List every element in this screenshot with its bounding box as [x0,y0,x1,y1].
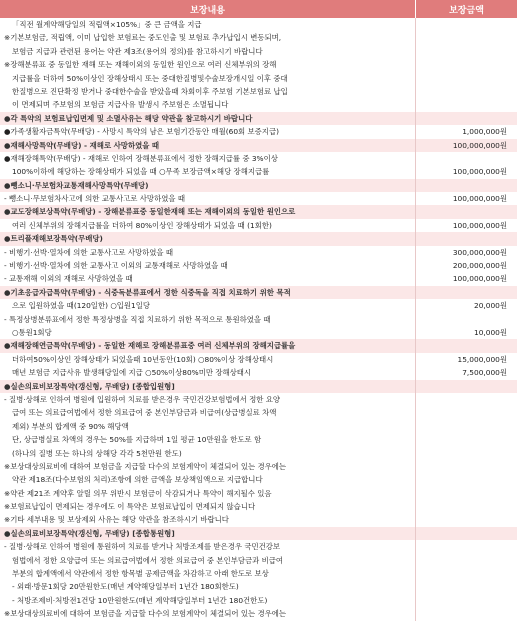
table-body [0,18,517,621]
table-row [0,45,517,58]
coverage-amount: 10,000원 [474,327,507,337]
table-row [0,527,517,540]
coverage-text: (하나의 질병 또는 하나의 상해당 각각 5천만원 한도) [0,447,416,460]
coverage-text: - 뺑소니·무보험차사고에 의한 교통사고로 사망하였을 때 [0,192,416,205]
table-row [0,58,517,71]
coverage-amount: 100,000,000원 [452,140,507,150]
coverage-amount [416,45,517,58]
table-row [0,272,517,285]
coverage-text: ●기초응급자급특약(무배당) - 식중독분류표에서 정한 식중독을 직접 치료하기 위한 목적 [0,286,416,299]
coverage-amount [416,527,517,540]
coverage-amount: 20,000원 [474,301,507,311]
table-row [0,299,517,312]
coverage-amount [416,500,517,513]
coverage-amount [416,179,517,192]
table-row [0,594,517,607]
coverage-text: ●재해장해특약(무배당) - 재해로 인하여 장해분류표에서 정한 장해지급률 중 3%이상 [0,152,416,165]
coverage-amount [416,58,517,71]
coverage-text: 여러 신체부위의 장해지급률을 더하여 80%이상인 장해상태가 되었을 때 (1회한) [0,219,416,232]
coverage-text: 부분의 합계액에서 약관에서 정한 항목별 공제금액을 차감하고 아래 한도로 보상 [0,567,416,580]
table-row [0,420,517,433]
coverage-text: ※기본보험금, 적립액, 이미 납입한 보험료는 중도인출 및 보험료 추가납입시 변동되며, [0,31,416,44]
coverage-amount [416,380,517,393]
coverage-amount [416,433,517,446]
coverage-text: ●실손의료비보장특약(갱신형, 무배당) [종합통원형] [0,527,416,540]
coverage-text: 한질병으로 진단확정 받거나 중대한수술을 받았을때 차회이후 주보험 기본보험료 납입 [0,85,416,98]
table-row [0,313,517,326]
table-row [0,406,517,419]
coverage-text: 100%이하에 해당하는 장해상태가 되었을 때 ○무족 보장금액×해당 장해지급률 [0,165,416,178]
coverage-text: ●각 특약의 보험료납입면제 및 소멸사유는 해당 약관을 참고하시기 바랍니다 [0,112,416,125]
coverage-text: - 처방조제비·처방전1건당 10만원한도(매년 계약해당일부터 1년간 180건한도) [0,594,416,607]
table-row [0,125,517,138]
coverage-amount [416,313,517,326]
coverage-text: ※장해분류표 중 동일한 재해 또는 재해이외의 동일한 원인으로 여러 신체부위의 장해 [0,58,416,71]
table-row [0,339,517,352]
coverage-text: 더하여50%이상인 장해상태가 되었을때 10년동안(10회) ○80%이상 장해상태시 [0,353,416,366]
table-row [0,580,517,593]
coverage-text: - 질병·상해로 인하여 병원에 입원하여 치료를 받은경우 국민건강보험법에서 정한 요양 [0,393,416,406]
table-row [0,380,517,393]
coverage-text: - 질병·상해로 인하여 병원에 통원하여 치료를 받거나 처방조제를 받은경우 국민건강보 [0,540,416,553]
coverage-amount [416,580,517,593]
coverage-text: ※보상대상의료비에 대하여 보험금을 지급할 다수의 보험계약이 체결되어 있는 경우에는 [0,460,416,473]
coverage-text: ※약관 제21조 계약후 알릴 의무 위반시 보험금이 삭감되거나 특약이 해지될수 있음 [0,487,416,500]
coverage-text: 제외) 부분의 합계액 중 90% 해당액 [0,420,416,433]
coverage-amount: 1,000,000원 [462,127,507,137]
table-row [0,473,517,486]
coverage-amount [416,594,517,607]
coverage-text: ※기타 세부내용 및 보상제외 사유는 해당 약관을 참조하시기 바랍니다 [0,513,416,526]
coverage-amount [416,473,517,486]
coverage-amount [416,112,517,125]
coverage-amount [416,18,517,31]
coverage-amount [416,487,517,500]
coverage-text: ※보상대상의료비에 대하여 보험금을 지급할 다수의 보험계약이 체결되어 있는 경우에는 [0,607,416,620]
coverage-amount [416,460,517,473]
table-row [0,259,517,272]
table-row [0,353,517,366]
table-row [0,513,517,526]
table-row [0,179,517,192]
coverage-text: 지급률을 더하여 50%이상인 장해상태시 또는 중대한질병및수술보장개시일 이후 중대 [0,72,416,85]
coverage-text: ●뺑소니·무보험차교통재해사망특약(무배당) [0,179,416,192]
coverage-amount [416,554,517,567]
table-row [0,139,517,152]
header-coverage-amount: 보장금액 [416,0,517,18]
table-row [0,165,517,178]
table-row [0,18,517,31]
table-row [0,366,517,379]
coverage-text: 험법에서 정한 요양급여 또는 의료급여법에서 정한 의료급여 중 본인부담금과 비급여 [0,554,416,567]
coverage-text: ○통원1회당 [0,326,416,339]
table-row [0,219,517,232]
coverage-amount [416,85,517,98]
coverage-text: - 외래·방문1회당 20만원한도(매년 계약해당일부터 1년간 180회한도) [0,580,416,593]
table-row [0,554,517,567]
coverage-text: 보험금 지급과 관련된 용어는 약관 제3조(용어의 정의)를 참고하시기 바랍니다 [0,45,416,58]
table-row [0,433,517,446]
table-row [0,192,517,205]
coverage-amount: 100,000,000원 [452,194,507,204]
table-row [0,540,517,553]
table-row [0,500,517,513]
table-row [0,232,517,245]
table-row [0,246,517,259]
table-row [0,98,517,111]
coverage-amount [416,205,517,218]
coverage-amount: 100,000,000원 [452,220,507,230]
coverage-amount: 15,000,000원 [457,354,507,364]
table-row [0,31,517,44]
coverage-amount [416,393,517,406]
coverage-amount [416,540,517,553]
coverage-amount [416,607,517,620]
table-row [0,393,517,406]
coverage-text: - 비행기·선박·열차에 의한 교통사고로 사망하였을 때 [0,246,416,259]
table-row [0,607,517,620]
table-row [0,447,517,460]
table-row [0,112,517,125]
table-row [0,205,517,218]
table-row [0,326,517,339]
table-row [0,487,517,500]
table-row [0,460,517,473]
coverage-text: ●교도장해보상특약(무배당) - 장해분류표중 동일한재해 또는 재해이외의 동일한 원인으로 [0,205,416,218]
coverage-amount: 300,000,000원 [452,247,507,257]
coverage-text: ●트리플재해보장특약(무배당) [0,232,416,245]
coverage-text: 이 면제되며 주보험의 보험금 지급사유 발생시 주보험은 소멸됩니다 [0,98,416,111]
coverage-text: ※보험료납입이 면제되는 경우에도 이 특약은 보험료납입이 면제되지 않습니다 [0,500,416,513]
coverage-amount [416,567,517,580]
coverage-amount: 100,000,000원 [452,167,507,177]
coverage-amount [416,513,517,526]
coverage-amount [416,447,517,460]
coverage-text: ●재해사망특약(무배당) - 재해로 사망하였을 때 [0,139,416,152]
table-row [0,72,517,85]
coverage-text: - 교통재해 이외의 재해로 사망하였을 때 [0,272,416,285]
coverage-text: ●가족생활자금특약(무배당) - 사망시 특약의 남은 보험기간동안 매월(60회 보증지급) [0,125,416,138]
coverage-amount [416,339,517,352]
table-row [0,85,517,98]
coverage-amount: 100,000,000원 [452,274,507,284]
coverage-text: 약관 제18조(다수보험의 처리)조항에 의한 금액을 보상책임액으로 지급합니다 [0,473,416,486]
table-header [0,0,517,18]
coverage-amount: 200,000,000원 [452,261,507,271]
coverage-text: 매년 보험금 지급사유 발생해당일에 지급 ○50%이상80%미만 장해상태시 [0,366,416,379]
coverage-amount [416,286,517,299]
coverage-amount [416,406,517,419]
coverage-text: 으로 입원하였을 때(120일한) ○입원1일당 [0,299,416,312]
coverage-amount [416,72,517,85]
coverage-text: - 특정상병분류표에서 정한 특정상병을 직접 치료하기 위한 목적으로 통원하였을 때 [0,313,416,326]
coverage-text: 단, 상급병실료 차액의 경우는 50%를 지급하며 1일 평균 10만원을 한도로 함 [0,433,416,446]
coverage-amount [416,31,517,44]
coverage-amount [416,420,517,433]
table-row [0,286,517,299]
coverage-amount [416,152,517,165]
table-row [0,567,517,580]
coverage-amount: 7,500,000원 [462,368,507,378]
header-coverage-content: 보장내용 [0,0,416,18]
coverage-text: 급여 또는 의료급여법에서 정한 의료급여 중 본인부담금과 비급여(상급병실료 차액 [0,406,416,419]
coverage-text: 「직전 월계약해당일의 적립액×105%」중 큰 금액을 지급 [0,18,416,31]
coverage-text: ●실손의료비보장특약(갱신형, 무배당) [종합입원형] [0,380,416,393]
coverage-amount [416,232,517,245]
coverage-text: ●재해장해연금특약(무배당) - 동일한 재해로 장해분류표중 여러 신체부위의 장해지급률을 [0,339,416,352]
coverage-text: - 비행기·선박·열차에 의한 교통사고 이외의 교통재해로 사망하였을 때 [0,259,416,272]
table-row [0,152,517,165]
coverage-amount [416,98,517,111]
